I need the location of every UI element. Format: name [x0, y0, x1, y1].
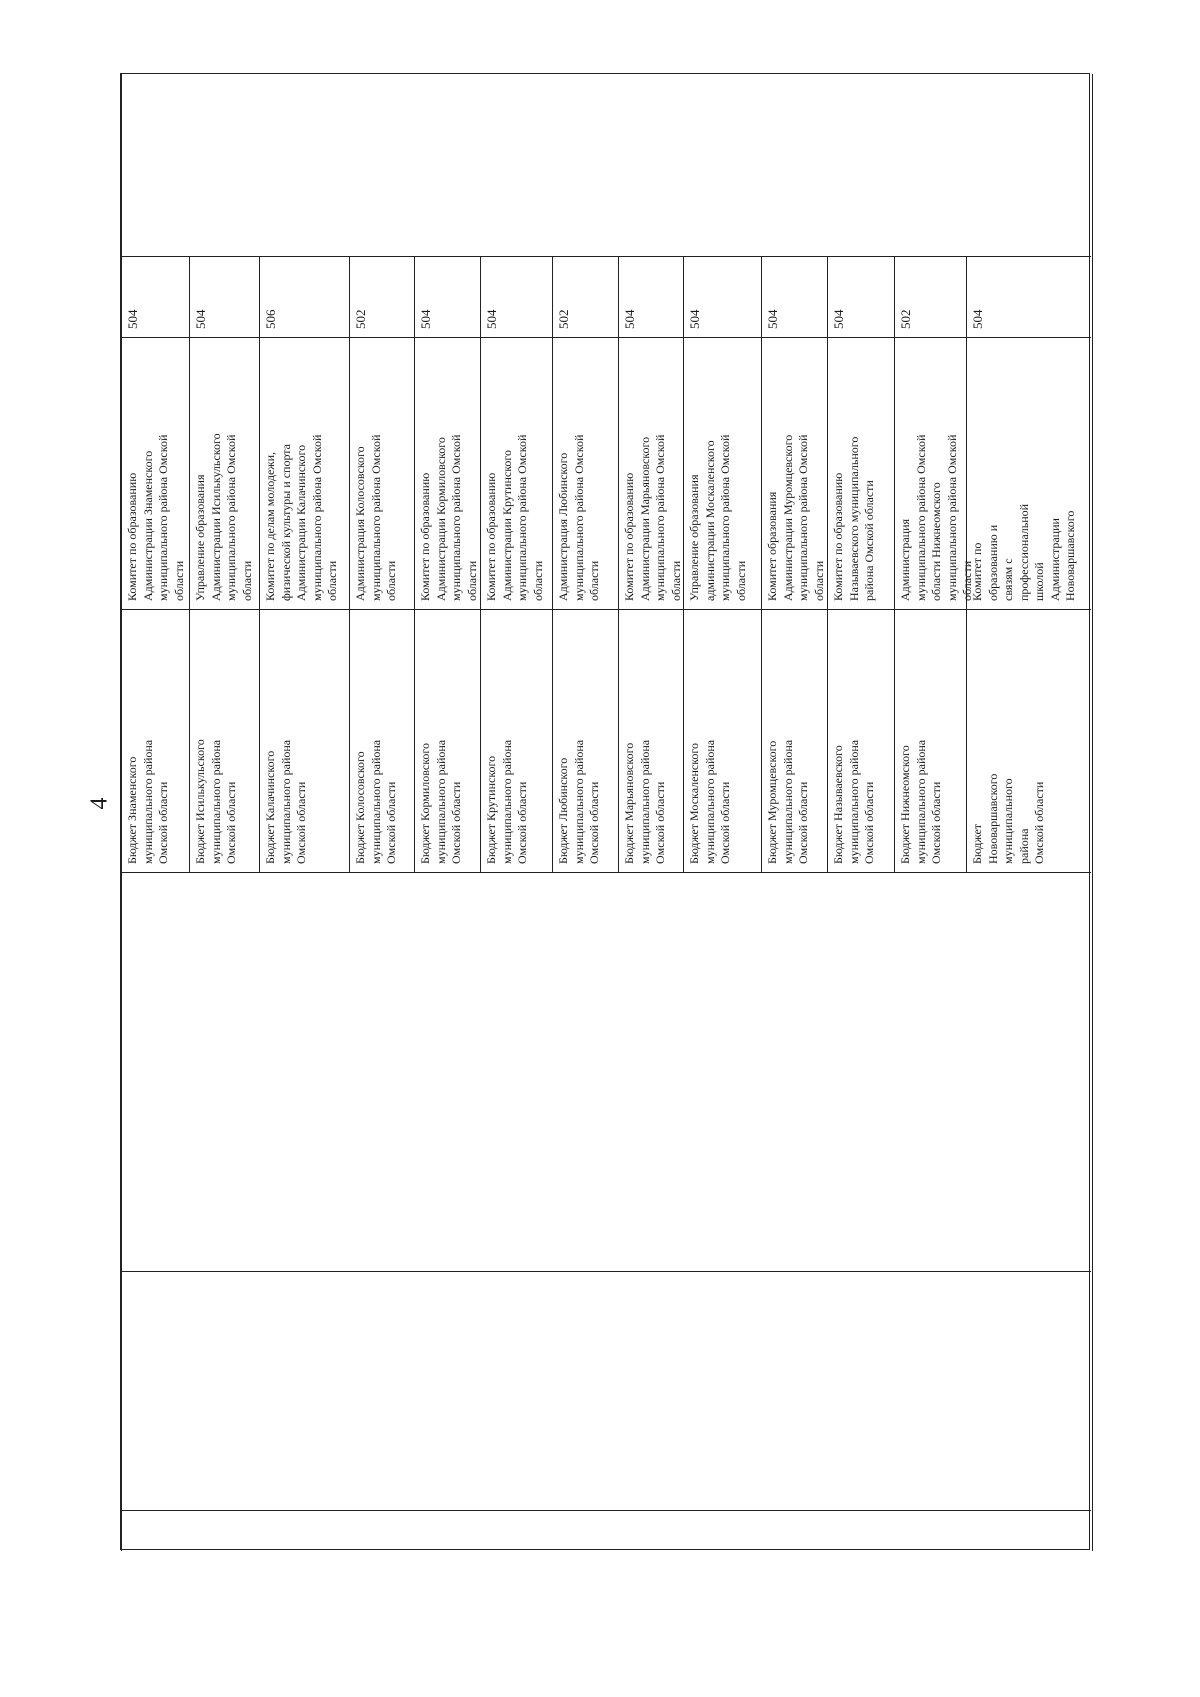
row-administrator: Комитет по образованию Называевского муниципального района Омской области: [831, 436, 876, 601]
row-administrator: Комитет по образованию и связям с профессиональной школой Администрации Нововаршавского: [970, 503, 1077, 601]
row-budget: Бюджет Исилькульского муниципального района Омской области: [193, 739, 238, 864]
row-administrator: Управление образования администрации Москаленского муниципального района Омской области: [687, 434, 748, 601]
row-administrator: Комитет по образованию Администрации Крутинского муниципального района Омской области: [484, 434, 545, 601]
row-budget: Бюджет Любинского муниципального района Омской области: [556, 739, 601, 864]
row-separator: [827, 256, 828, 872]
row-budget: Бюджет Знаменского муниципального района Омской области: [125, 739, 170, 864]
row-budget: Бюджет Москаленского муниципального района Омской области: [687, 739, 732, 864]
row-separator: [349, 256, 350, 872]
row-code: 504: [622, 309, 637, 329]
rotated-table: [120, 73, 1090, 1550]
row-code: 502: [898, 309, 913, 329]
column-separator-code-top: [121, 256, 1091, 257]
row-administrator: Администрация Колосовского муниципального района Омской области: [353, 434, 398, 601]
row-code: 504: [687, 309, 702, 329]
row-administrator: Комитет по образованию Администрации Знаменского муниципального района Омской области: [125, 434, 186, 601]
row-separator: [761, 256, 762, 872]
column-separator-admin-top: [121, 337, 1091, 338]
row-budget: Бюджет Муромцевского муниципального района Омской области: [765, 739, 810, 864]
row-budget: Бюджет Нововаршавского муниципального района Омской области: [970, 773, 1046, 864]
row-code: 504: [418, 309, 433, 329]
row-separator: [894, 256, 895, 872]
column-separator-empty-1: [121, 872, 1091, 873]
table-border-left: [121, 74, 122, 1551]
row-budget: Бюджет Колосовского муниципального района Омской области: [353, 739, 398, 864]
row-code: 506: [263, 309, 278, 329]
row-code: 504: [765, 309, 780, 329]
row-separator: [618, 256, 619, 872]
row-separator: [683, 256, 684, 872]
row-administrator: Комитет образования Администрации Муромцевского муниципального района Омской области: [765, 434, 826, 601]
row-code: 504: [970, 309, 985, 329]
row-budget: Бюджет Крутинского муниципального района Омской области: [484, 739, 529, 864]
row-budget: Бюджет Называевского муниципального района Омской области: [831, 739, 876, 864]
row-separator: [189, 256, 190, 872]
row-code: 502: [353, 309, 368, 329]
row-separator: [259, 256, 260, 872]
row-budget: Бюджет Марьяновского муниципального района Омской области: [622, 739, 667, 864]
row-separator: [414, 256, 415, 872]
row-code: 502: [556, 309, 571, 329]
page-number: 4: [86, 797, 113, 810]
row-administrator: Комитет по образованию Администрации Марьяновского муниципального района Омской области: [622, 434, 683, 601]
column-separator-empty-3: [121, 1510, 1091, 1511]
table-border-right: [1092, 74, 1093, 1551]
row-code: 504: [193, 309, 208, 329]
column-separator-budget-top: [121, 609, 1091, 610]
row-code: 504: [831, 309, 846, 329]
row-administrator: Администрация Любинского муниципального района Омской области: [556, 434, 601, 601]
column-separator-empty-2: [121, 1271, 1091, 1272]
row-administrator: Комитет по делам молодежи, физической культуры и спорта Администрации Калачинского муниципального района Омской области: [263, 434, 339, 601]
row-administrator: Управление образования Администрации Исилькульского муниципального района Омской области: [193, 433, 254, 601]
row-administrator: Комитет по образованию Администрации Кормиловского муниципального района Омской области: [418, 434, 479, 601]
row-separator: [552, 256, 553, 872]
row-code: 504: [125, 309, 140, 329]
row-separator: [966, 256, 967, 872]
row-separator: [480, 256, 481, 872]
row-code: 504: [484, 309, 499, 329]
row-budget: Бюджет Нижнеомского муниципального района Омской области: [898, 739, 943, 864]
row-budget: Бюджет Калачинского муниципального района Омской области: [263, 739, 308, 864]
row-administrator: Администрация муниципального района Омской области Нижнеомского муниципального района Омской области: [898, 434, 974, 601]
row-budget: Бюджет Кормиловского муниципального района Омской области: [418, 739, 463, 864]
